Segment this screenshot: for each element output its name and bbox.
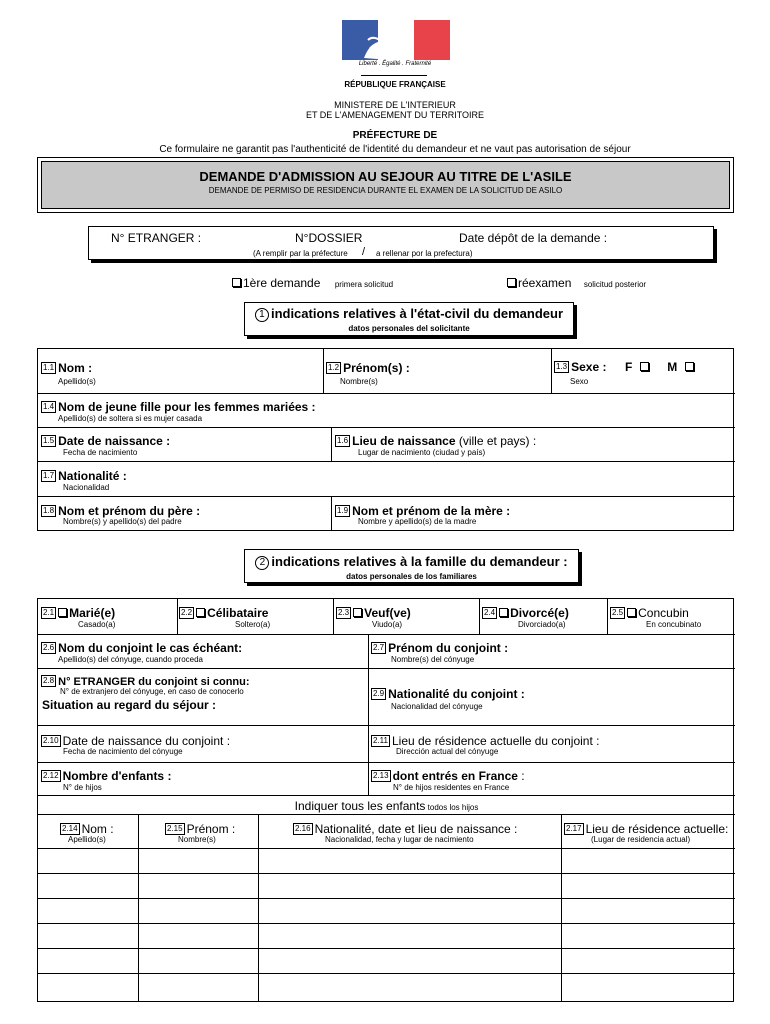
conjoint-prenom-sub: Nombre(s) del cónyuge	[391, 655, 475, 664]
sexe-sub: Sexo	[570, 377, 589, 386]
prefecture-note-left: (A remplir par la préfecture	[253, 249, 348, 258]
child-prenom-label: Prénom :	[186, 822, 236, 836]
title-box	[37, 157, 734, 213]
section-2-table	[37, 598, 734, 1002]
celibataire-label: Célibataire	[207, 606, 269, 620]
indiquer-sub: todos los hijos	[425, 803, 479, 812]
dossier-label: N°DOSSIER	[295, 231, 363, 245]
nom-label: Nom :	[58, 361, 93, 375]
ministry-line-1: MINISTERE DE L'INTERIEUR	[334, 100, 456, 110]
nationalite-label: Nationalité :	[58, 469, 127, 483]
section-2-subtitle: datos personales de los familiares	[346, 572, 477, 581]
form-title: DEMANDE D'ADMISSION AU SEJOUR AU TITRE DE L'ASILE	[199, 169, 572, 184]
concubin-label: Concubin	[638, 606, 689, 620]
field-number-badge: 2.17	[566, 823, 582, 833]
sexe-f-checkbox[interactable]	[640, 362, 649, 371]
prefecture-note-slash: /	[362, 246, 366, 258]
id-box	[88, 226, 714, 260]
marie-label: Marié(e)	[69, 606, 116, 620]
concubin-checkbox[interactable]	[627, 608, 636, 617]
first-request-checkbox[interactable]	[232, 278, 241, 287]
conjoint-etranger-sub: N° de extranjero del cónyuge, en caso de conocerlo	[60, 687, 244, 696]
lieu-naissance-sub: Lugar de nacimiento (ciudad y país)	[358, 448, 486, 457]
reexamen-label: réexamen	[518, 276, 572, 290]
sexe-label: Sexe :	[571, 360, 607, 374]
date-depot-label: Date dépôt de la demande :	[459, 231, 608, 245]
conjoint-nom-sub: Apellido(s) del cónyuge, cuando proceda	[58, 655, 203, 664]
enfants-sub: N° de hijos	[63, 783, 102, 792]
enfants-label: Nombre d'enfants :	[62, 769, 172, 783]
field-number-badge: 1.2	[328, 362, 340, 372]
section-1-subtitle: datos personales del solicitante	[348, 324, 470, 333]
section-1-number: 1	[255, 308, 269, 322]
sexe-m-label: M	[667, 360, 678, 374]
prenom-label: Prénom(s) :	[343, 361, 410, 375]
conjoint-date-sub: Fecha de nacimiento del cónyuge	[63, 747, 183, 756]
indiquer-label: Indiquer tous les enfants	[294, 799, 426, 813]
entres-sub: N° de hijos residentes en France	[393, 783, 510, 792]
prefecture-note-right: a rellenar por la prefectura)	[376, 249, 473, 258]
child-nom-sub: Apellido(s)	[68, 835, 106, 844]
nationalite-sub: Nacionalidad	[63, 483, 110, 492]
field-number-badge: 2.15	[167, 823, 183, 833]
marie-checkbox[interactable]	[58, 608, 67, 617]
field-number-badge: 1.7	[43, 470, 55, 480]
enfants-field[interactable]	[41, 767, 171, 785]
veuf-label: Veuf(ve)	[364, 606, 411, 620]
field-number-badge: 1.5	[43, 435, 55, 445]
divorce-label: Divorcé(e)	[510, 606, 569, 620]
child-nationalite-label: Nationalité, date et lieu de naissance :	[314, 822, 518, 836]
conjoint-lieu-label: Lieu de résidence actuelle du conjoint :	[391, 734, 600, 748]
marianne-logo	[342, 20, 450, 60]
field-number-badge: 1.1	[43, 362, 55, 372]
republic-heading: RÉPUBLIQUE FRANÇAISE	[344, 80, 446, 89]
marie-sub: Casado(a)	[78, 620, 116, 629]
disclaimer: Ce formulaire ne garantit pas l'authenticité de l'identité du demandeur et ne vaut pas autorisation de séjour	[159, 144, 631, 155]
field-number-badge: 1.6	[337, 435, 349, 445]
entres-colon: :	[517, 769, 525, 783]
child-row-4[interactable]	[38, 924, 735, 948]
indiquer-enfants	[38, 797, 735, 815]
divorce-sub: Divorciado(a)	[518, 620, 566, 629]
first-request-option[interactable]	[232, 274, 393, 292]
child-prenom-sub: Nombre(s)	[178, 835, 216, 844]
sexe-f-label: F	[624, 360, 633, 374]
etranger-label: N° ETRANGER :	[111, 231, 202, 245]
sexe-field	[554, 358, 696, 376]
reexamen-checkbox[interactable]	[507, 278, 516, 287]
child-row-3[interactable]	[38, 899, 735, 923]
nom-field[interactable]	[41, 359, 92, 377]
veuf-sub: Viudo(a)	[372, 620, 403, 629]
child-row-1[interactable]	[38, 849, 735, 873]
reexamen-option[interactable]	[507, 274, 646, 292]
conjoint-lieu-sub: Dirección actual del cónyuge	[396, 747, 499, 756]
section-1-table	[37, 348, 734, 531]
field-number-badge: 2.10	[43, 735, 59, 745]
pere-sub: Nombre(s) y apellido(s) del padre	[63, 517, 182, 526]
lieu-naissance-label: Lieu de naissance	[352, 434, 456, 448]
field-number-badge: 1.4	[43, 401, 55, 411]
ministry-line-2: ET DE L'AMENAGEMENT DU TERRITOIRE	[305, 110, 485, 120]
field-number-badge: 1.3	[556, 361, 568, 371]
reexamen-sub: solicitud posterior	[583, 280, 647, 289]
form-subtitle: DEMANDE DE PERMISO DE RESIDENCIA DURANTE EL EXAMEN DE LA SOLICITUD DE ASILO	[208, 186, 563, 195]
section-2-header	[244, 549, 579, 583]
conjoint-date-label: Date de naissance du conjoint :	[62, 734, 231, 748]
field-number-badge: 2.7	[373, 642, 385, 652]
jeune-fille-label: Nom de jeune fille pour les femmes mariées :	[58, 400, 316, 414]
section-2-number: 2	[255, 556, 269, 570]
field-number-badge: 2.8	[43, 675, 55, 685]
field-number-badge: 2.3	[338, 607, 350, 617]
field-number-badge: 1.8	[43, 505, 55, 515]
date-naissance-label: Date de naissance :	[58, 434, 171, 448]
child-row-6[interactable]	[38, 974, 735, 1002]
field-number-badge: 2.14	[62, 823, 78, 833]
date-naissance-sub: Fecha de nacimiento	[63, 448, 138, 457]
pere-label: Nom et prénom du père :	[58, 504, 201, 518]
lieu-naissance-extra: (ville et pays) :	[455, 434, 537, 448]
child-nationalite-sub: Nacionalidad, fecha y lugar de nacimiento	[325, 835, 474, 844]
conjoint-etranger-label: N° ETRANGER du conjoint si connu:	[58, 676, 250, 688]
child-lieu-label: Lieu de résidence actuelle:	[585, 822, 729, 836]
prefecture-heading: PRÉFECTURE DE	[352, 130, 438, 141]
situation-sejour-label[interactable]: Situation au regard du séjour :	[42, 698, 217, 712]
nom-sub: Apellido(s)	[58, 377, 96, 386]
divorce-checkbox[interactable]	[499, 608, 508, 617]
celibataire-sub: Soltero(a)	[235, 620, 271, 629]
child-nom-label: Nom :	[81, 822, 114, 836]
conjoint-nationalite-field[interactable]	[371, 685, 525, 703]
veuf-checkbox[interactable]	[353, 608, 362, 617]
field-number-badge: 2.9	[373, 688, 385, 698]
conjoint-nationalite-label: Nationalité du conjoint :	[388, 687, 525, 701]
field-number-badge: 2.2	[181, 607, 193, 617]
jeune-fille-sub: Apellido(s) de soltera si es mujer casada	[58, 414, 203, 423]
prenom-field[interactable]	[326, 359, 410, 377]
section-1-header	[244, 302, 574, 336]
first-request-sub: primera solicitud	[334, 280, 394, 289]
field-number-badge: 2.6	[43, 642, 55, 652]
prenom-sub: Nombre(s)	[340, 377, 378, 386]
child-lieu-sub: (Lugar de residencia actual)	[591, 835, 691, 844]
child-row-2[interactable]	[38, 874, 735, 898]
child-row-5[interactable]	[38, 949, 735, 973]
mere-sub: Nombre y apellido(s) de la madre	[358, 517, 477, 526]
mere-label: Nom et prénom de la mère :	[352, 504, 511, 518]
conjoint-prenom-label: Prénom du conjoint :	[388, 641, 509, 655]
sexe-m-checkbox[interactable]	[685, 362, 694, 371]
celibataire-checkbox[interactable]	[196, 608, 205, 617]
field-number-badge: 1.9	[337, 505, 349, 515]
field-number-badge: 2.1	[43, 607, 55, 617]
field-number-badge: 2.4	[484, 607, 496, 617]
field-number-badge: 2.12	[43, 770, 59, 780]
section-2-title: indications relatives à la famille du demandeur :	[271, 554, 568, 569]
concubin-sub: En concubinato	[646, 620, 702, 629]
conjoint-nom-label: Nom du conjoint le cas échéant:	[58, 641, 243, 655]
field-number-badge: 2.5	[612, 607, 624, 617]
field-number-badge: 2.11	[373, 735, 388, 745]
field-number-badge: 2.16	[295, 823, 311, 833]
field-number-badge: 2.13	[373, 770, 389, 780]
conjoint-nationalite-sub: Nacionalidad del cónyuge	[391, 702, 483, 711]
section-1-title: indications relatives à l'état-civil du demandeur	[270, 306, 564, 321]
entres-label: dont entrés en France	[392, 769, 518, 783]
motto: Liberté . Égalité . Fraternité	[358, 61, 432, 67]
first-request-label: 1ère demande	[243, 276, 321, 290]
